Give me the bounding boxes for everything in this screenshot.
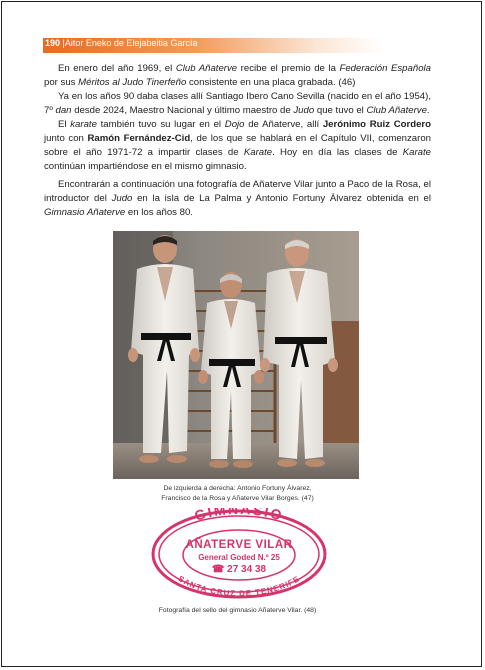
text-run: En enero del año 1969, el <box>58 63 176 74</box>
italic-term: Méritos al Judo Tinerfeño <box>78 77 187 88</box>
text-run: en la isla de La Palma y Antonio Fortuny Álvarez obtenida en el <box>132 193 431 204</box>
stamp-address-text: General Goded N.º 25 <box>198 553 280 562</box>
italic-term: Club Añaterve <box>175 63 238 74</box>
italic-term: Club Añaterve <box>366 105 427 116</box>
text-run: , de los que se hablará en el Capítulo VII, comenzaron sobre el año 1971-72 a impartir clases de <box>44 133 431 158</box>
text-run: El <box>58 119 71 130</box>
header-author: Aitor Eneko de Elejabeitia García <box>64 38 198 48</box>
text-run: que tuvo el <box>314 105 367 116</box>
text-run: junto con <box>44 133 88 144</box>
svg-text:GIMNASIO <box>193 508 286 524</box>
text-run: también tuvo su lugar en el <box>96 119 225 130</box>
running-header-text <box>45 38 197 49</box>
photo-caption-line-1: De izquierda a derecha: Antonio Fortuny Álvarez, <box>163 485 312 492</box>
italic-term: dan <box>55 105 72 116</box>
paragraph <box>44 118 431 174</box>
stamp-caption: Fotografía del sello del gimnasio Añaterve Vilar. (48) <box>158 607 317 614</box>
stamp-phone-text: ☎ 27 34 38 <box>211 564 267 575</box>
page-number: 190 <box>45 38 61 48</box>
text-run: . <box>426 105 430 116</box>
italic-term: Gimnasio Añaterve <box>44 207 126 218</box>
italic-term: Dojo <box>224 119 245 130</box>
italic-term: karate <box>70 119 97 130</box>
photo-caption <box>80 484 395 504</box>
italic-term: Karate <box>402 147 431 158</box>
italic-term: Federación Española <box>339 63 431 74</box>
text-run: por sus <box>44 77 79 88</box>
text-run: . Hoy en día las clases de <box>272 147 403 158</box>
paragraph <box>44 178 431 220</box>
paragraph <box>44 90 431 118</box>
bold-name: Jerónimo Ruiz Cordero <box>322 119 432 130</box>
photo-caption-line-2: Francisco de la Rosa y Añaterve Vilar Borges. (47) <box>161 495 314 502</box>
photo-three-judokas <box>113 231 359 479</box>
italic-term: Karate <box>243 147 273 158</box>
stamp-top-text: GIMNASIO <box>192 508 286 524</box>
stamp-city-text: SANTA CRUZ DE TENERIFE <box>176 574 302 599</box>
gym-stamp <box>150 508 328 600</box>
paragraph <box>44 62 431 90</box>
text-run: desde 2024, Maestro Nacional y último maestro de <box>71 105 294 116</box>
bold-name: Ramón Fernández-Cid <box>87 133 191 144</box>
stamp-name-text: AÑATERVE VILAR <box>185 539 293 551</box>
text-run: en los años 80. <box>125 207 193 218</box>
text-run: consistente en una placa grabada. (46) <box>186 77 356 88</box>
text-run: recibe el premio de la <box>237 63 340 74</box>
header-separator: | <box>60 38 65 48</box>
text-run: Ya en los años 90 daba clases allí Santiago Ibero Cano Sevilla (nacido en el año 1954), 7º <box>44 91 431 116</box>
text-run: de Añaterve, allí <box>244 119 323 130</box>
italic-term: Judo <box>111 193 133 204</box>
body-text <box>44 62 431 220</box>
text-run: Encontrarán a continuación una fotografía de Añaterve Vilar junto a Paco de la Rosa, el introductor del <box>44 179 431 204</box>
svg-text:SANTA CRUZ DE TENERIFE <box>176 574 301 598</box>
text-run: continúan impartiéndose en el mismo gimnasio. <box>44 161 247 172</box>
italic-term: Judo <box>293 105 315 116</box>
